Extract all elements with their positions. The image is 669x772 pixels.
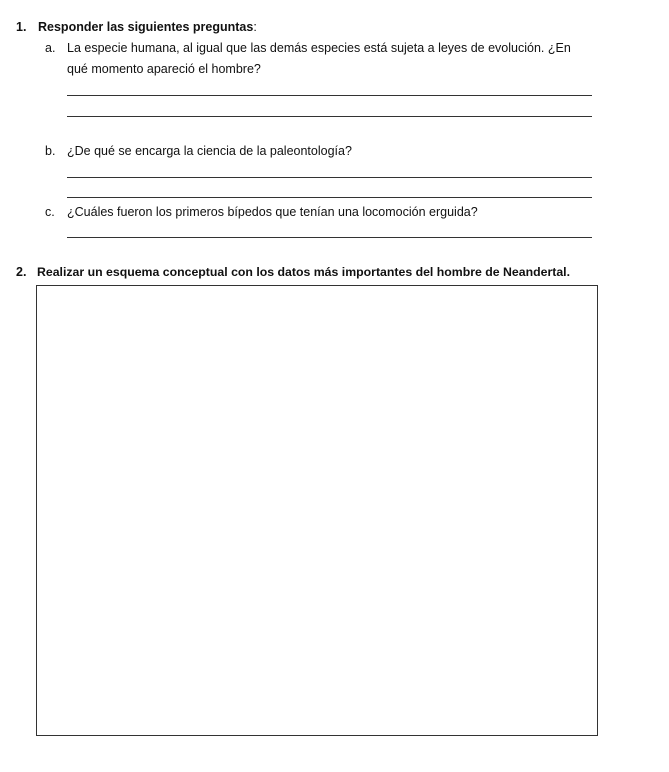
q1a-text-line1: La especie humana, al igual que las demás especies está sujeta a leyes de evolución. ¿En	[67, 41, 571, 55]
q2-text: Realizar un esquema conceptual con los datos más importantes del hombre de Neandertal.	[37, 265, 571, 279]
q1a-answer-line-1[interactable]	[67, 95, 592, 96]
q1a-answer-line-2[interactable]	[67, 116, 592, 117]
q1c-text: ¿Cuáles fueron los primeros bípedos que tenían una locomoción erguida?	[67, 205, 478, 219]
q1c-answer-line-1[interactable]	[67, 237, 592, 238]
concept-map-box[interactable]	[36, 285, 598, 736]
q1b-text: ¿De qué se encarga la ciencia de la paleontología?	[67, 144, 352, 158]
q1-title-colon: :	[253, 20, 257, 34]
q1b-answer-line-2[interactable]	[67, 197, 592, 198]
q2-number: 2.	[16, 265, 27, 279]
q1c-letter: c.	[45, 205, 55, 219]
q1-title-text: Responder las siguientes preguntas	[38, 20, 254, 34]
q1a-letter: a.	[45, 41, 56, 55]
q1b-answer-line-1[interactable]	[67, 177, 592, 178]
q1a-text-line2: qué momento apareció el hombre?	[67, 62, 261, 76]
q1-title	[38, 20, 257, 34]
q1b-letter: b.	[45, 144, 56, 158]
q1-number: 1.	[16, 20, 27, 34]
